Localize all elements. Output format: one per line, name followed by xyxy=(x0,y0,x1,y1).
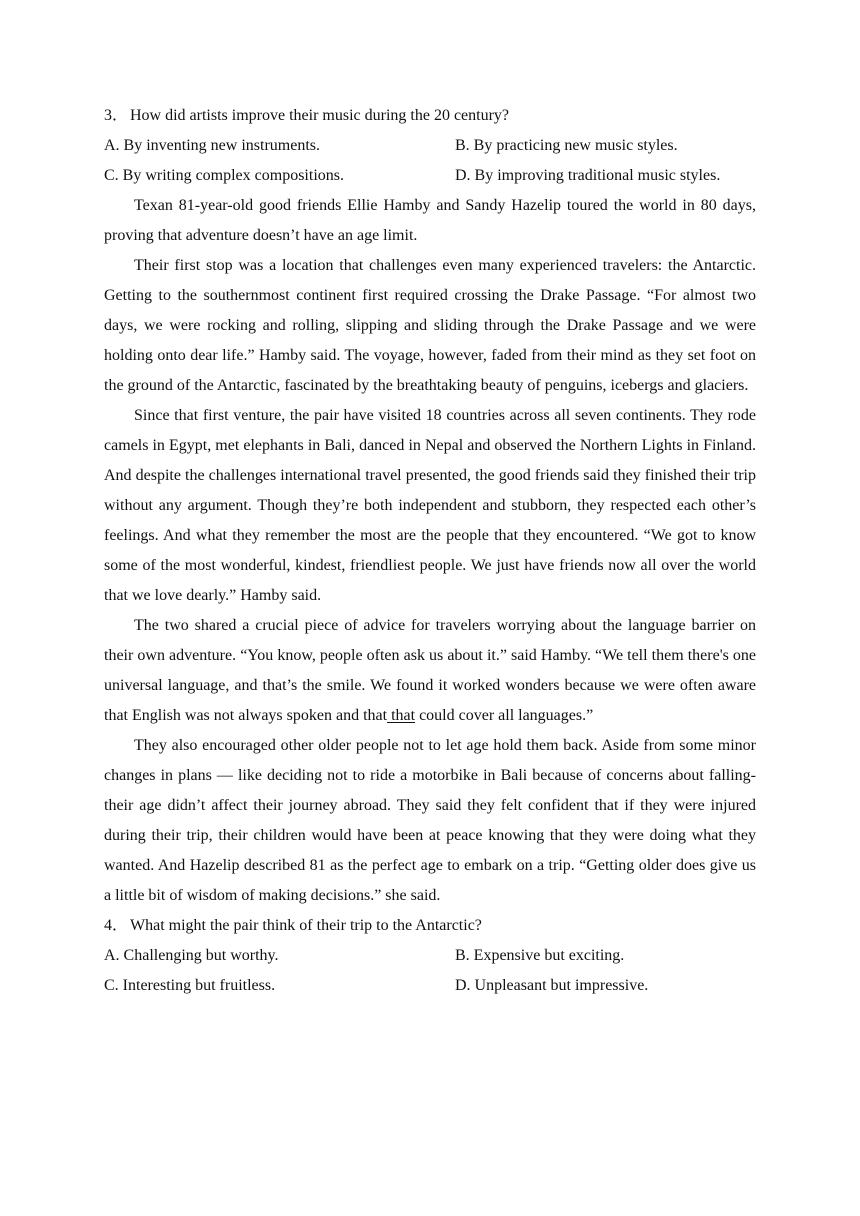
question-4-number: 4． xyxy=(104,917,129,934)
question-3-options-row-1 xyxy=(104,131,756,161)
question-3-text: How did artists improve their music during the 20 century? xyxy=(130,107,510,124)
passage-paragraph-3: Since that first venture, the pair have visited 18 countries across all seven continents. They rode camels in Egypt, met elephants in Bali, danced in Nepal and observed the Northern Lights in Finland. And despite the challenges international travel presented, the good friends said they finished their trip without any argument. Though they’re both independent and stubborn, they respected each other’s feelings. And what they remember the most are the people that they encountered. “We got to know some of the most wonderful, kindest, friendliest people. We just have friends now all over the world that we love dearly.” Hamby said. xyxy=(104,407,756,604)
question-4-option-b: B. Expensive but exciting. xyxy=(455,947,625,964)
passage-paragraph-1: Texan 81-year-old good friends Ellie Hamby and Sandy Hazelip toured the world in 80 days, proving that adventure doesn’t have an age limit. xyxy=(104,197,756,244)
paragraph-4-text-after: could cover all languages.” xyxy=(415,707,594,724)
question-3-options-row-2 xyxy=(104,161,756,191)
question-3-option-b: B. By practicing new music styles. xyxy=(455,137,678,154)
passage-paragraph-4 xyxy=(104,611,756,731)
document-page xyxy=(104,101,756,1001)
paragraph-4-text-before: The two shared a crucial piece of advice for travelers worrying about the language barrier on their own adventure. “You know, people often ask us about it.” said Hamby. “We tell them there's one universal language, and that’s the smile. We found it worked wonders because we were often aware that English was not always spoken and that xyxy=(104,617,756,724)
question-4-option-c: C. Interesting but fruitless. xyxy=(104,977,276,994)
question-4-text: What might the pair think of their trip to the Antarctic? xyxy=(130,917,482,934)
underlined-word-that: that xyxy=(387,707,416,724)
question-4-option-a: A. Challenging but worthy. xyxy=(104,947,279,964)
question-3-option-c: C. By writing complex compositions. xyxy=(104,167,344,184)
passage-paragraph-2: Their first stop was a location that challenges even many experienced travelers: the Antarctic. Getting to the southernmost continent first required crossing the Drake Passage. “For almost two days, we were rocking and rolling, slipping and sliding through the Drake Passage and we were holding onto dear life.” Hamby said. The voyage, however, faded from their mind as they set foot on the ground of the Antarctic, fascinated by the breathtaking beauty of penguins, icebergs and glaciers. xyxy=(104,257,756,394)
question-3-option-d: D. By improving traditional music styles. xyxy=(455,167,721,184)
question-4-option-d: D. Unpleasant but impressive. xyxy=(455,977,649,994)
question-3-number: 3． xyxy=(104,107,129,124)
question-4-stem xyxy=(104,911,756,941)
passage-paragraph-5: They also encouraged other older people not to let age hold them back. Aside from some minor changes in plans — like deciding not to ride a motorbike in Bali because of concerns about falling-their age didn’t affect their journey abroad. They said they felt confident that if they were injured during their trip, their children would have been at peace knowing that they were doing what they wanted. And Hazelip described 81 as the perfect age to embark on a trip. “Getting older does give us a little bit of wisdom of making decisions.” she said. xyxy=(104,737,756,904)
question-4-options-row-2 xyxy=(104,971,756,1001)
question-3-stem xyxy=(104,101,756,131)
question-3-option-a: A. By inventing new instruments. xyxy=(104,137,320,154)
question-4-options-row-1 xyxy=(104,941,756,971)
